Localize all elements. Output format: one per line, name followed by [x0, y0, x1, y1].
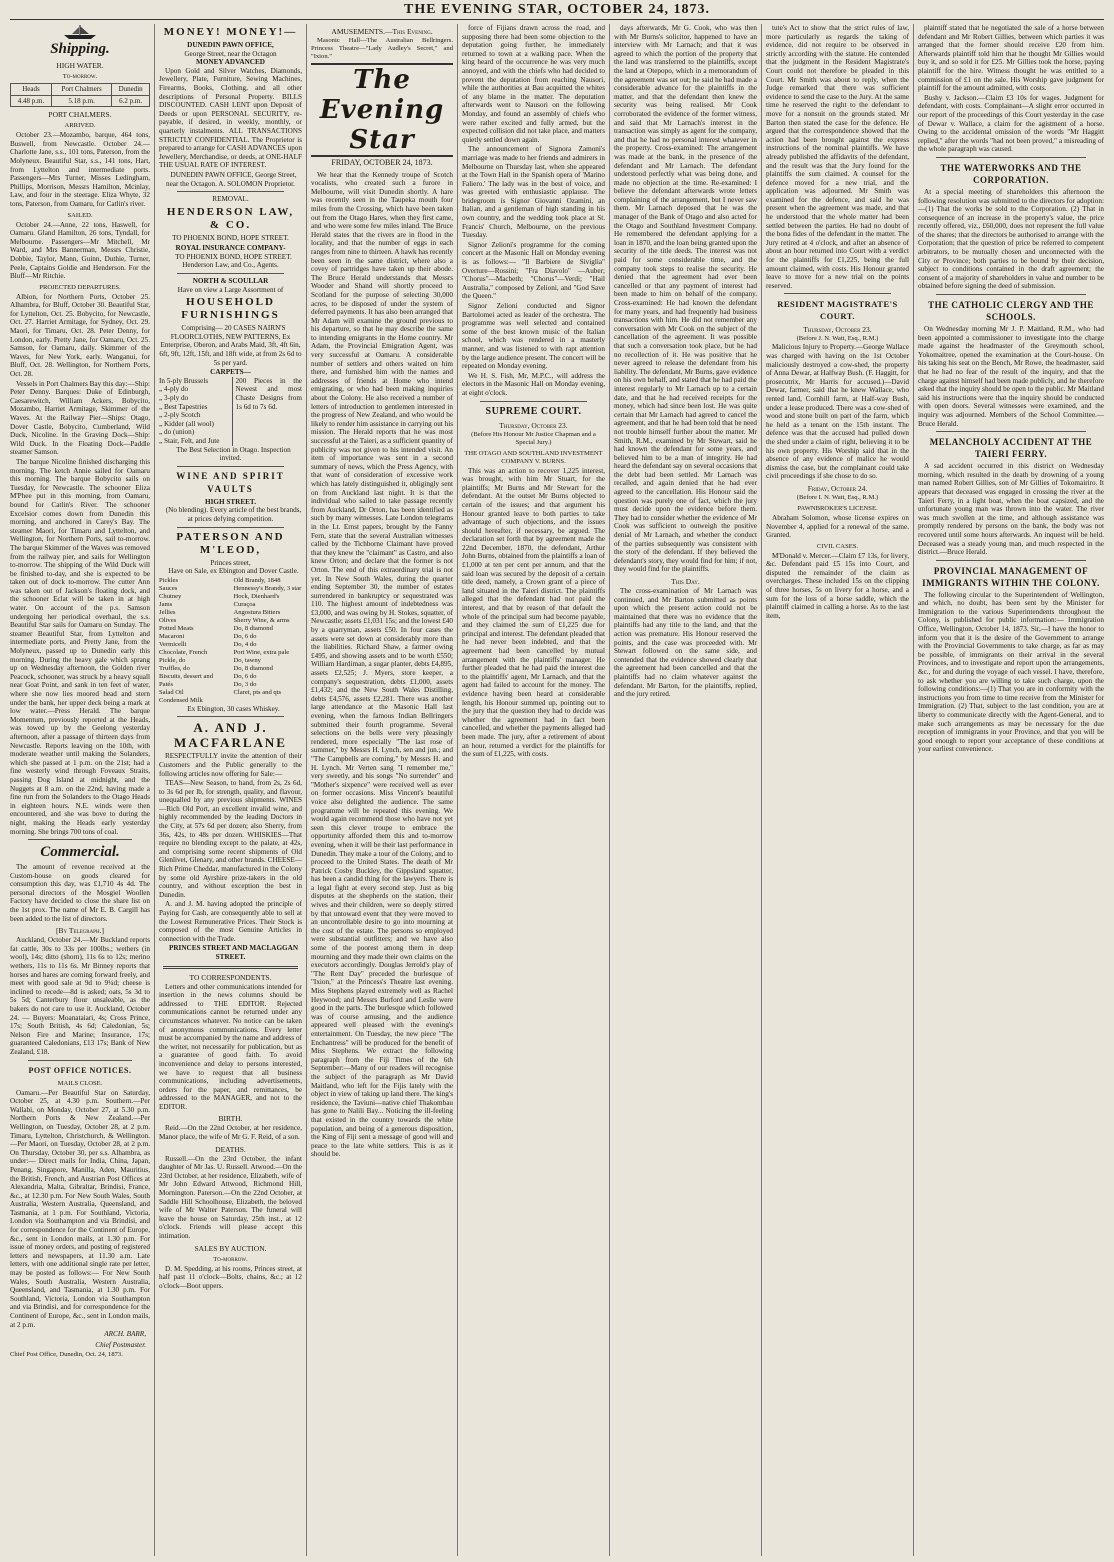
court-this-day: The cross-examination of Mr Larnach was continued, and Mr Barton submitted as points upon which the present action could not be maintained that there was no evidence that the plaintiffs had any title to the land, and that the action was premature. His Honour reserved the points, and the case was proceeded with. Mr Stewart followed on the same side, and contended that the evidence showed clearly that the agreement had been cancelled and that the plaintiffs had no claim whatever against the defendant. Mr Barton, for the plaintiffs, replied, and the jury retired. — [614, 587, 757, 699]
goods-item: Angostura Bitters — [233, 608, 281, 616]
henderson-text: TO PHOENIX BOND, HOPE STREET. — [172, 233, 289, 242]
projected-text: Albion, for Northern Ports, October 25. Alhambra, for Bluff, October 30. Beautiful Star, for Lyttelton, Oct. 25. Bobycito, for Newcastle, Oct. 27. Harriet Armitage, for Sydney, Oct. 29. Maori, for Timaru, Oct. 28. Peter Denny, for London, early. Pretty Jane, for Oamaru, Oct. 25. Samson, for Oamaru, daily. Skimmer of the Waves, for New York, early. Wanganui, for Bluff, Oct. 28. Wellington, for Northern Ports, Oct. 28. — [10, 292, 150, 379]
clergy-heading: THE CATHOLIC CLERGY AND THE SCHOOLS. — [928, 300, 1094, 323]
immigrants-text: The following circular to the Superintendent of Wellington, and which, no doubt, has been sent by the Minister for Immigration to the various Superintendents throughout the Colony, is published for public information:— Immigration Office, Wellington, October 14, 1873. Sir,—I have the honor to inform you that it is the desire of the Government to arrange with the Provincial Governments to take charge, as far as may be possible, of immigrants on their arrival in the several Provinces, and to investigate and report upon the arrangements, &c., for and during the voyage of each vessel. I have, therefore, to ask whether you are willing to take such charge, upon the following conditions:—(1) That you are in conformity with the instructions you from time to time receive from the Minister for Immigration. (2) That, subject to the last condition, you are at liberty to communicate directly with the Agent-General, and to make such arrangements as may be necessary for the due reception of immigrants in your Province, and that you will be good enough to report your acceptance of these conditions at your earliest convenience. — [918, 590, 1104, 754]
postmaster-title: Chief Postmaster. — [95, 1340, 146, 1349]
goods-item: Pickles — [159, 576, 179, 584]
amusements-heading: AMUSEMENTS.—This Evening. — [331, 27, 433, 36]
wine-sub: HIGH STREET. — [205, 497, 256, 506]
shipping-news: The barque Nicoline finished discharging this morning. The ketch Annie sailed for Oamaru this morning. The barque Bobycito sails on Tuesday, for Newcastle. The schooner Eliza M'Phee put in this morning, from Oamaru, bound for Catlin's River. The schooner Excelsior comes down from Dunedin this morning, and anchored in Carey's Bay. The steamer Maori, for Timaru and Lyttelton, and Wellington, for Northern Ports, sail to-morrow. The barque Skimmer of the Waves was removed from the railway pier, and sails for Wellington to-morrow. The shipping of the Wild Duck will be finished to-day, and she is expected to be taken out of dock to-morrow. The cutter Ann was taken out of Jackson's floating dock, and the schooner Eclat will be taken in at high water. On account of the p.s. Samson undergoing her periodical overhaul, the s.s. Beautiful Star sails for Oamaru on Sunday. The steamer Beautiful Star, from Lyttelton and intermediate ports, and Pretty Jane, from the Molyneux, passed up to Dunedin early this morning. During the heavy gale which sprang up on Wednesday afternoon, the Golden river Peacock, schooner, was struck by a heavy squall near Goat Point, and sank in ten feet of water, where she now lies moored head and stern under the bank, her upper deck being a mark at low water.—Press Herald. The barque Momentum, previously reported at the Heads, was towed up by the Geelong yesterday afternoon, after a passage of thirteen days from Newcastle. Reports leaving on the 10th, with moderate weather until making the Solanders, which she passed at 1 p.m. on the 21st; had a fine westerly wind through Foveaux Straits, passing Dog Island at midnight, and the Nuggets at 8 a.m. on the 22nd, having made a fine run from the Solanders to the Otago Heads in eighteen hours. N.E. winds were then encountered, and she was bove to during the night, making the Heads early yesterday morning. She brings 700 tons of coal. — [10, 457, 150, 836]
rmc-date: Thursday, October 23. — [803, 325, 872, 335]
household-text: Comprising— 20 CASES NAIRN'S FLOORCLOTHS, NEW PATTERNS, Ex Enterprise, Oberon, and Arabs Maid, 3ft, 4ft 6in, 6ft, 9ft, 12ft, 15ft, and 18ft wide, at from 2s 6d to 5s per yard. — [159, 324, 302, 367]
tide-cell: 5.18 p.m. — [52, 95, 112, 107]
north-scoullar-text: Have on view a Large Assortment of — [177, 285, 284, 294]
goods-item: Biscuits, dessert and — [159, 672, 214, 680]
divider — [936, 431, 1086, 432]
taieri-heading: MELANCHOLY ACCIDENT AT THE TAIERI FERRY. — [929, 437, 1093, 460]
clergy-text: On Wednesday morning Mr J. P. Maitland, R.M., who had been appointed a commissioner to investigate into the charge made against the headmaster of the Greymouth school, Yokomaitree, opened the examination at the Court-house. On his taking his seat on the Bench, Mr Rowe, the headmaster, said that he had no fear of the result of the inquiry, and that the charge against himself had been made publicly, and he therefore asked that the inquiry should be open to the public. Mr Maitland said his instructions were that the inquiry should be conducted with open doors. Several witnesses were examined, and the inquiry was adjourned. Members of the School Committee.—Bruce Herald. — [918, 325, 1104, 428]
carpet-item: „ do (union) — [159, 428, 195, 437]
goods-item: Salad Oil — [159, 688, 184, 696]
goods-item: Hennessy's Brandy, 3 star — [233, 584, 302, 592]
macfarlane-items: TEAS—New Season, to hand, from 2s, 2s 6d, to 3s 6d per lb, for strength, quality, and flavour, unequalled by any previous shipments. WINES—Rich Old Port, an excellent invalid wine, and highly recommended by the leading Doctors in the City, at 57s 6d per dozen; also Sherry, from 36s, 42s, to 48s per dozen. WHISKIES—That require no blending except to the palate, at 42s, and comprising some recent shipments of Old Glenlivet, Glenary, and other brands. CHEESE—Rich Prime Cheddar, manufactured in the Colony by some old Ayrshire prize-takers in the old country, and without exception the best in Dunedin. — [159, 779, 302, 899]
carpet-item: In 5-ply Brussels — [159, 376, 209, 385]
macfarlane-footer: PRINCES STREET AND MACLAGGAN STREET. — [168, 944, 299, 961]
correction-text: Bushy v. Jackson.—Claim £3 10s for wages. Judgment for defendant, with costs. Complainant—A slight error occurred in our report of the proceedings of this Court yesterday in the case of Dewar v. Wallace, a claim for the agistment of a horse. Owing to the accidental omission of the words "Mr Haggitt replied," after the words "had not been proved," a misreading of the whole paragraph was caused. — [918, 93, 1104, 154]
goods-item: Chutney — [159, 592, 182, 600]
goods-item: Old Brandy, 1848 — [233, 576, 281, 584]
divider — [480, 401, 587, 402]
column-rule — [154, 24, 155, 1556]
carpets-note: 200 Pieces in the Newest and most Chaste Designs from 1s 6d to 7s 6d. — [232, 377, 303, 446]
tide-header: Port Chalmers — [52, 84, 112, 96]
court-report: This was an action to recover 1,225 interest, was brought, with him Mr Stuart, for the plaintiffs; Mr Burns and Mr Stewart for the defendant. At the outset Mr Burns objected to certain of the issues; and that argument his Honour granted leave to both parties to take advantage of such objections, and the issues should hereafter, if necessary, be argued. The declaration set forth that by agreement made the 22nd December, 1870, the defendant, Arthur John Burns, obtained from the plaintiffs a loan of £1,000 at ten per cent per annum, and that the said loan was secured by the deposit of a certain title deed, namely, a Crown grant of a piece of land situated in the Taieri district. The plaintiffs alleged that the defendant had not paid the interest, and that by reason of that default the whole of the principal sum had become payable, and they claimed the sum of £1,225 due for principal and interest. The defendant pleaded that he had never been indebted, and that the agreement had been cancelled by mutual arrangement with the plaintiffs' manager. He further pleaded that he had paid the interest due to the plaintiffs' agent, Mr Larnach, and that the agent had failed to account for the money. The evidence having been heard at considerable length, his Honour summed up, pointing out to the jury that the question they had to decide was whether the agreement had in fact been cancelled, and whether the payments alleged had been made. The jury, after a retirement of about an hour, returned a verdict for the plaintiffs for the sum of £1,225, with costs. — [462, 466, 605, 759]
column-advertisements — [159, 24, 302, 1556]
goods-item: Do, tawny — [233, 656, 261, 664]
macfarlane-note: A. and J. M. having adopted the principle of Paying for Cash, are consequently able to sell at the Lowest Remunerative Prices. Their Stock is composed of the most Genuine Articles in connection with the Trade. — [159, 900, 302, 943]
court-date: Thursday, October 23. — [499, 420, 568, 430]
goods-item: Olives — [159, 616, 177, 624]
goods-item: Sherry Wine, & arms — [233, 616, 290, 624]
carpet-item: „ 3-ply do — [159, 394, 189, 402]
carpet-item: „ 2-ply Scotch — [159, 411, 201, 420]
goods-item: Jams — [159, 600, 173, 608]
divider — [936, 294, 1086, 295]
paterson-heading: PATERSON AND M'LEOD, — [176, 530, 285, 556]
auction-text: D. M. Spedding, at his rooms, Princes street, at half past 11 o'clock—Bolts, chains, &c.; at 12 o'clock—Boot uppers. — [159, 1264, 302, 1290]
deaths-text: Russell.—On the 23rd October, the infant daughter of Mr Jas. U. Russell. Atwood.—On the 23rd October, at her residence, Elizabeth, wife of Mr John Edward Attwood, Richmond Hill, Mornington. Paterson.—On the 22nd October, at Saddle Hill Schoolhouse, Elizabeth, the beloved wife of Mr Walter Paterson. The funeral will leave the house on Saturday, 25th inst., at 12 o'clock. Friends will please accept this intimation. — [159, 1154, 302, 1240]
supreme-court-heading: SUPREME COURT. — [485, 405, 582, 417]
this-day-heading: This Day. — [671, 577, 700, 586]
henderson-heading: HENDERSON LAW, & CO. — [166, 205, 295, 231]
money-ad-heading: MONEY! MONEY!— — [163, 26, 298, 38]
concert-programme: Signor Zelioni's programme for the coming concert at the Masonic Hall on Monday evening is as follows:— "Il Barbiere de Siviglia" Overture—Rossini; "Fra Diavolo" —Auber; "Chorus"—Macbeth; "Chorus"—Verdi; "Hail Australia," composed by Zelioni, and "God Save the Queen." — [462, 240, 605, 301]
royal-insurance-text: TO PHOENIX BOND, HOPE STREET. Henderson Law, and Co., Agents. — [175, 252, 292, 270]
civil-continued: plaintiff stated that he negotiated the sale of a horse between defendant and Mr Robert Gillies, between which parties it was arranged that the former should receive £20 from him. Afterwards plaintiff told him that he thought Mr Gillies would buy it, and so sold it for £25. Mr Gillies took the horse, paying plaintiff for the hire. Witness thought he was entitled to a commission of £1 on the sale. His Worship gave judgment for plaintiff for the amount admitted, with costs. — [918, 24, 1104, 93]
paterson-goods — [159, 577, 302, 705]
divider — [177, 273, 284, 274]
removal-heading: REMOVAL. — [212, 195, 249, 204]
carpet-item: „ Stair, Felt, and Jute — [159, 436, 220, 445]
goods-item: Do, 6 do — [233, 672, 257, 680]
pawnbroker-text: Abraham Solomon, whose license expires on November 4, applied for a renewal of the same. Granted. — [766, 513, 909, 540]
tide-table — [10, 83, 150, 107]
auction-heading: SALES BY AUCTION. — [194, 1243, 267, 1253]
pawnbroker-heading: PAWNBROKER'S LICENSE. — [797, 504, 878, 512]
divider — [936, 560, 1086, 561]
divider — [177, 527, 284, 528]
column-shipping — [10, 24, 150, 1556]
goods-item: Do, 8 diamond — [233, 624, 273, 632]
carpet-item: „ Best Tapestries — [159, 402, 208, 411]
tide-header: Heads — [11, 84, 52, 96]
goods-item: Do, 3 do — [233, 680, 257, 688]
sailed-heading: SAILED. — [67, 211, 93, 219]
column-rule — [761, 24, 762, 1556]
column-news — [462, 24, 605, 1556]
pawn-office-name: DUNEDIN PAWN OFFICE, — [187, 41, 274, 49]
projected-heading: PROJECTED DEPARTURES. — [39, 283, 121, 291]
rmc-bench: (Before J. N. Watt, Esq., R.M.) — [796, 335, 879, 343]
carpet-item: „ 4-ply do — [159, 385, 189, 394]
paterson-text: Have on Sale, ex Ebington and Dover Castle. — [168, 567, 299, 576]
tide-header: Dunedin — [112, 84, 150, 96]
vessels-text: Vessels in Port Chalmers Bay this day:—Ship: Peter Denny. Barques: Duke of Edinburgh, Caesarewitch, William Ackers, Bobycito, Mozambo, Harriet Armitage, Skimmer of the Waves. At the Railway Pier—Ships: Otago, Dover Castle, Bobycito, Cumberland, Wild Duck, Nicoline. In the Graving Dock—Ship: Wild Duck. In the Floating Dock—Paddle steamer Samson. — [10, 379, 150, 457]
immigrants-heading: PROVINCIAL MANAGEMENT OF IMMIGRANTS WITHIN THE COLONY. — [922, 565, 1100, 588]
column-rule — [457, 24, 458, 1556]
goods-item: Macaroni — [159, 632, 185, 640]
money-advanced: MONEY ADVANCED — [196, 58, 265, 67]
port-heading: PORT CHALMERS. — [48, 110, 112, 120]
sailed-text: October 24.—Anne, 22 tons, Haswell, for Oamaru. Gland Hamilton, 26 tons, Tyndall, for Melbourne. Passengers—Mr Mitchell, Mr Ward, and Mrs Bannerman, Messrs Christie, Dobbie, Taylor, Mann, Guinn, Duthie, Turner, Peele, Captains Goldie and Henderson. For the Bluff—Mr Ritchie. — [10, 220, 150, 281]
divider — [28, 1060, 132, 1061]
goods-item: Do, 8 diamond — [233, 664, 273, 672]
commercial-heading: Commercial. — [40, 844, 120, 861]
paterson-sub: Princes street, — [210, 558, 251, 567]
macfarlane-heading: A. AND J. MACFARLANE — [174, 720, 287, 751]
arrived-heading: ARRIVED. — [64, 122, 96, 130]
column-court — [614, 24, 757, 1556]
tide-cell: 6.2 p.m. — [112, 95, 150, 107]
wine-text: (No blending). Every article of the best brands, at prices defying competition. — [165, 506, 302, 523]
north-scoullar-heading: NORTH & SCOULLAR — [192, 277, 269, 286]
postmaster-name: ARCH. BARR, — [104, 1330, 146, 1339]
waterworks-heading: THE WATERWORKS AND THE CORPORATION. — [940, 162, 1082, 185]
divider — [936, 157, 1086, 158]
goods-item: Pickle, do — [159, 656, 186, 664]
divider — [177, 191, 284, 192]
masthead-rule — [10, 19, 1104, 20]
amusements-text: Masonic Hall—The Australian Bellringers. Princess Theatre—"Lady Audley's Secret," and "Ixion." — [311, 37, 453, 60]
goods-item: Condensed Milk — [159, 696, 203, 704]
correspondents-heading: TO CORRESPONDENTS. — [189, 972, 272, 982]
court-case-title: THE OTAGO AND SOUTHLAND INVESTMENT COMPANY V. BURNS. — [464, 449, 603, 465]
electors-notice: We H. S. Fish, Mr, M.P.C., will address the electors in the Masonic Hall on Monday evening, at eight o'clock. — [462, 371, 605, 397]
correspondents-text: Letters and other communications intended for insertion in the news columns should be addressed to THE EDITOR. Rejected communications cannot be returned under any circumstances whatever. No notice can be taken of anonymous communications. Every letter must be accompanied by the name and address of the writer, not necessarily for publication, but as a guarantee of good faith. To avoid inconvenience and delay to persons interested, we have to request that all business communications, including advertisements, orders for the paper, and remittances, be addressed to the MANAGER, and not to the EDITOR. — [159, 982, 302, 1111]
post-heading: POST OFFICE NOTICES. — [28, 1065, 132, 1075]
high-water-sub: To-morrow. — [62, 73, 98, 80]
post-text: Oamaru.—Per Beautiful Star on Saturday, October 25, at 4.30 p.m. Southern.—Per Wallabi, on Monday, October 27, at 5.30 p.m. Northern Ports & New Zealand.—Per Wellington, on Tuesday, October 28, at 2 p.m. Timaru, Lyttelton, Christchurch, & Wellington.—Per Maori, on Tuesday, October 28, at 2 p.m. On Thursday, October 30, per s.s. Alhambra, as under:— Direct mails for India, China, Japan, Penang, Singapore, Manilla, Aden, Mauritius, the British, French, and Austrian Post Offices at Alexandria, Malta, Gibraltar, Brindisi, France, &c., at 12.30 p.m. For New South Wales, South Australia, Western Australia, Queensland, and Tasmania, at 1 p.m. For Southland, Victoria, London via Southampton and via Brindisi, and for correspondence for the Continent of Europe, &c., sent in London mails, at 1.30 p.m. For issue of money orders, and posting of registered letters and newspapers, at 11.30 a.m. Late letters, with one additional single rate per letter, may be posted as follows:— For New South Wales, South Australia, Western Australia, Queensland, and Tasmania, at 1.30 p.m. For Southland, Victoria, London via Southampton and via Brindisi, and for correspondence for the Continent of Europe, &c., sent in London mails, at 2 p.m. — [10, 1088, 150, 1329]
mails-heading: MAILS CLOSE. — [57, 1079, 103, 1087]
friday-bench: (Before I. N. Watt, Esq., R.M.) — [796, 493, 879, 501]
newspaper-flag: The Evening Star — [311, 63, 453, 157]
page-masthead: THE EVENING STAR, OCTOBER 24, 1873. — [404, 2, 710, 17]
royal-insurance-heading: ROYAL INSURANCE COMPANY- — [175, 244, 286, 253]
birth-text: Reid.—On the 22nd October, at her residence, Manor place, the wife of Mr G. F. Reid, of a son. — [159, 1124, 302, 1142]
waterworks-text: At a special meeting of shareholders this afternoon the following resolution was submitted to the directors for adoption:—(1) That the works be sold to the Corporation. (2) That in consequence of an increase in the property's value, the price recently offered, viz., £60,000, does not represent the full value of the shares; that the directors be authorised to arrange with the Corporation; that the question of price be referred to competent arbitrators, to be mutually chosen and unconnected with the City or Province; both parties to be bound by their decision, subject to conditions contained in the draft agreement; the consent of a majority of shareholders in value and number to be obtained before signing the deed of submission. — [918, 187, 1104, 291]
goods-item: Do, 4 do — [233, 640, 257, 648]
telegraph-heading: [By Telegraph.] — [56, 926, 104, 936]
goods-item: Vermicelli — [159, 640, 187, 648]
macfarlane-intro: RESPECTFULLY invite the attention of their Customers and the Public generally to the following articles now offering for Sale:— — [159, 752, 302, 778]
column-rule — [913, 24, 914, 1556]
birth-heading: BIRTH. — [218, 1114, 243, 1124]
court-bench: (Before His Honour Mr Justice Chapman and a Special Jury.) — [471, 430, 596, 446]
carpets-heading: CARPETS— — [210, 368, 251, 377]
carpets-footer: The Best Selection in Otago. Inspection invited. — [176, 445, 291, 463]
court-continued: tute's Act to show that the strict rules of law, more particularly as regards the taking of evidence, did not require to be observed in strictly according with the statute. He contended that the judgment in the Resident Magistrate's Court could not therefore be pleaded in this Court. Mr Smith was about to reply, when the Judge remarked that there was sufficient evidence to send the case to the Jury. At the same time he reserved the right to the defendant to move for a nonsuit on the grounds stated. Mr Barton then stated the case for the defence. He argued that the correspondence showed that the action had been brought against the express instructions of the nominal plaintiffs. We have already published the affidavits of the defendant, and the result was that the Jury found for the plaintiffs the sum claimed. A counsel for the defence moved for a new trial, and the application was adjourned. Mr Smith was examined for the defence, and said he was present when the agreement was made, and that he understood that the whole matter had been settled between the parties. He had no doubt of the bona fides of the defendant in the matter. The Jury retired at 4 o'clock, and after an absence of about an hour returned into Court with a verdict for the plaintiffs for £1,225, being the full amount claimed, with costs. His Honour granted leave to move for a new trial on the points reserved. — [766, 24, 909, 290]
pawn-office-footer: DUNEDIN PAWN OFFICE, George Street, near the Octagon. A. SOLOMON Proprietor. — [166, 170, 297, 188]
goods-item: Curaçoa — [233, 600, 256, 608]
arrived-text: October 23.—Mozambo, barque, 464 tons, Buswell, from Newcastle. October 24.—Charlotte Jane, s.s., 101 tons, Paterson, from the Molyneux. Beautiful Star, s.s., 141 tons, Hart, from Lyttelton and intermediate ports. Passengers—Mrs Turner, Misses Ledingham, Phillips, Morrison, Messrs Hamilton, Mcinlay, Law, and four in the steerage. Eliza Whyte, 32 tons, Paterson, from Oamaru, for Catlin's river. — [10, 131, 150, 208]
divider — [784, 293, 891, 294]
goods-item: Do, 6 do — [233, 632, 257, 640]
goods-item: Potted Meats — [159, 624, 194, 632]
wine-heading: WINE AND SPIRIT VAULTS — [176, 470, 285, 494]
ship-icon — [60, 24, 100, 40]
goods-item: Port Wine, extra pale — [233, 648, 290, 656]
pawn-office-text: Upon Gold and Silver Watches, Diamonds, Jewellery, Plate, Furniture, Sewing Machines, Firearms, Books, Clothing, and all other descriptions of Personal Property. BILLS DISCOUNTED. CASH LENT upon Deposit of Deeds or upon PERSONAL SECURITY, re-payable, if desired, in weekly, monthly, or quarterly instalments. ALL TRANSACTIONS STRICTLY CONFIDENTIAL. The Proprietor is prepared to arrange for CASH ADVANCES upon Jewellery, Merchandise, or deeds, at ONE-HALF THE USUAL RATE OF INTEREST. — [159, 66, 302, 170]
civil-cases-heading: CIVIL CASES. — [816, 542, 859, 550]
friday-heading: Friday, October 24. — [807, 483, 868, 493]
divider — [28, 839, 132, 840]
pawn-office-address: George Street, near the Octagon — [184, 49, 277, 58]
column-editorial — [311, 24, 453, 1556]
court-evidence: days afterwards, Mr G. Cook, who was then with Mr Burns's solicitor, happened to have an interview with Mr Larnach; and that it was agreed to which the portion of the property that the land was transferred to the plaintiffs, except the land at Otepopo, which in a memorandum of the agreement was set out; he said he had made a considerable advance for the plaintiffs in the matter, and that the defendant then knew the security was being realised. Mr Cook corroborated the evidence of the former witness, and said that Mr Larnach's interest in the transaction was simply as agent for the company, and that he had no personal interest whatever in the property. Cross-examined: The arrangement was made at the bank, in the presence of the defendant and Mr Larnach. The defendant understood perfectly what was being done, and made no objection at the time. Re-examined: I believe the defendant afterwards wrote letters complaining of the arrangement, but I never saw them. Mr Larnach deposed that he was the manager of the Bank of Otago and also acted for the Otago and Southland Investment Company. He remembered the defendant applying for a loan in 1870, and the loan being granted upon the security of the title deeds. The interest was not paid for some considerable time, and the company took steps to realise the security. He denied that the agreement had ever been cancelled or that any payment of interest had been made to him on behalf of the company. Cross-examined: He had known the defendant for many years, and had frequently had business transactions with him. He did not remember any conversation with Mr Cook on the subject of the cancellation of the agreement. It was possible that such a conversation took place, but he had no recollection of it. He was positive that he never agreed to release the defendant from his liability. The defendant, Mr Burns, gave evidence on his own behalf, and stated that he had paid the interest regularly to Mr Larnach up to a certain date, and that he had received receipts for the money, which had since been lost. He was quite certain that Mr Larnach had agreed to cancel the agreement, and that he had been told that he need not trouble himself further about the matter. Mr Smith, R.M., examined by Mr Stewart, said he had known the defendant for some years, and believed him to be a man of integrity. He had heard the defendant say on several occasions that the debt had been settled. Mr Larnach was recalled, and again denied that he had ever agreed to the cancellation. His Honour said the question was purely one of fact, which the jury must decide upon the evidence before them. They had to consider whether the evidence of Mr Cook was sufficient to outweigh the positive denial of Mr Larnach, and whether the conduct of the parties subsequently was consistent with the story of the defendant. If they believed the defendant's story, they would find for him; if not, they would find for the plaintiffs. — [614, 24, 757, 574]
zamoni-story: The announcement of Signora Zamoni's marriage was made to her friends and admirers in Melbourne on Thursday last, when she appeared at the Town Hall in the Spanish opera of 'Marino Faliero.' The lady was in the best of voice, and was greeted with enthusiastic applause. The bridegroom is Signor Giovanni Ozamini, an Italian, and a gentleman of high standing in his own country, and the wedding took place at St. Francis' Church, Melbourne, on the previous Tuesday. — [462, 145, 605, 240]
rmc-heading: RESIDENT MAGISTRATE'S COURT. — [777, 299, 898, 322]
fiji-story: force of Fijians drawn across the road, and supposing there had been some objection to the deputation going further, he immediately returned to town at a walking pace. When the king heard of the occurrence he was very much annoyed, and with the chiefs who had decided to prevent the deputation from reaching Nausori, while the authorities at Bau acquitted the whites of any blame in the matter. The deputation afterwards went to Nausori on the following Monday, and found an assembly of chiefs who were rather excited and fully armed, but the expected collision did not take place, and matters quietly settled down again. — [462, 24, 605, 144]
civil-cases-text: M'Donald v. Mercer.—Claim £7 13s, for livery, &c. Defendant paid £5 15s into Court, and disputed the remainder of the claim as overcharges. These included 15s on the clipping of three horses, 5s on livery for a horse, and a sum for the loss of a horse saddle, which the plaintiff claimed in calling a horse. As to the last item, — [766, 551, 909, 620]
household-heading: HOUSEHOLD FURNISHINGS — [181, 296, 280, 322]
shipping-heading: Shipping. — [50, 41, 110, 57]
goods-item: Patés — [159, 680, 173, 688]
goods-item: Chocolate, French — [159, 648, 208, 656]
divider — [163, 966, 298, 969]
goods-item: Claret, pts and qts — [233, 688, 282, 696]
high-water-heading: HIGH WATER. — [56, 61, 104, 70]
divider — [177, 716, 284, 717]
taieri-text: A sad accident occurred in this district on Wednesday morning, which resulted in the death by drowning of a young man named Robert Gillies, son of Mr Gillies of Tokomairiro. It appears that deceased was engaged in crossing the river at the Taieri Ferry, in a light boat, when the boat capsized, and the unfortunate young man was thrown into the water. The river was much swollen at the time, and although assistance was promptly rendered by persons on the bank, the body was not recovered until some hours afterwards. An inquest will be held. Deceased was a steady young man, and much respected in the district.—Bruce Herald. — [918, 462, 1104, 557]
tide-cell: 4.48 p.m. — [11, 95, 52, 107]
post-office-place: Chief Post Office, Dunedin, Oct. 24, 1873. — [10, 1351, 123, 1359]
commercial-text: The amount of revenue received at the Custom-house on goods cleared for consumption this day, was £1,710 4s 4d. The personal directors of the Mosgiel Woollen Factory have decided to close the share list on the 1st prox. The name of Mr E. B. Cargill has been added to the list of directors. — [10, 863, 150, 923]
editorial-dateline: FRIDAY, OCTOBER 24, 1873. — [331, 158, 433, 167]
telegraph-text: Auckland, October 24.—Mr Buckland reports fat cattle, 30s to 33s per 100lbs.; wethers (in wool), 14s; ditto (shorn), 11s 6s to 12s; merino wethers, 11s to 11s 6s. Mr Binney reports that horses and hares are coming forward freely, and meet with good sale at 9d to 9¼d; cheese is inclined to recede—8d is asked; oats, 5s 3d to 5s 5d; Canterbury flour unsaleable, as the bakers do not care to use it. Auckland, October 24. — Buyers: Moanataiari, 4s; Cross Prince, 17s; South British, 4s 6d; Caledonian, 5s; Nelson Fire and Marine; Insurance, 17s; guaranteed Caledonians, £13 17s; Bank of New Zealand, £18. — [10, 936, 150, 1056]
column-last — [918, 24, 1104, 1556]
goods-item: Hock, Dienhard's — [233, 592, 280, 600]
carpets-list — [159, 377, 302, 446]
carpet-item: „ Kidder (all wool) — [159, 419, 214, 428]
goods-item: Jellies — [159, 608, 176, 616]
divider — [177, 466, 284, 467]
column-magistrate — [766, 24, 909, 1556]
rmc-report: Malicious Injury to Property.—George Wallace was charged with having on the 1st October maliciously destroyed a cow-shed, the property of Anna Dewar, at Halfway Bush. (F. Haggitt, for prosecutrix, Mr Harris for accused.)—David Dewar, farmer, said that he knew Wallace, who rented land, Cornhill farm, at Half-way Bush, under a lease produced. There was a cow-shed of wood and stone built on part of the farm, which he held as a tenant on the 15th instant. The defence was that the accused had pulled down the shed under a claim of right, believing it to be his own property. His Worship said that in the absence of any evidence of malice he would dismiss the case, but the complainant could take civil proceedings if she chose to do so. — [766, 343, 909, 481]
concert-story: Signor Zelioni conducted and Signor Bartolomei acted as leader of the orchestra. The programme was well selected and contained some of the best known music of the Italian school, which was rendered in a masterly manner, and was listened to with rapt attention by the large audience present. The concert will be repeated on Monday evening. — [462, 302, 605, 371]
auction-sub: To-morrow. — [213, 1255, 248, 1263]
goods-item: Truffles, do — [159, 664, 190, 672]
paterson-footer: Ex Ebington, 30 cases Whiskey. — [187, 704, 280, 713]
goods-item: Sauces — [159, 584, 178, 592]
editorial-body: We hear that the Kennedy troupe of Scotch vocalists, who created such a furore in Melbourne, will visit Dunedin shortly. A hare was recently seen in the Taupeka mouth four miles from the Crossing, which have been taken out from the Otago Hares, when they first came, and who were some few miles inland. The Bruce Herald states that the rivers are in flood in the locality, and that the number of eggs in each ranges from nine to thirteen. A hawk has recently been seen in the same district, where also a covey of partridges have taken up their abode. The Bruce Herald understands that Messrs Wooder and Shand will shortly proceed to Scotland for the purpose of selecting 30,000 acres, to be disposed of under the system of deferred payments. It has also been arranged that Mr Adam will examine the ground previous to his departure, so that he may describe the same to intending emigrants in the Home country. Mr Adam, the Provincial Emigration Agent, was very successful at Oamaru. A considerable number of settlers and others waited on him there, and furnished him with the names and addresses of friends at Home who intend emigrating, or who had been making inquiries about the Colony. He also received a number of letters of introduction to gentlemen interested in the progress of New Zealand, and who would be likely to render him assistance in carrying out his mission. The Herald reports that he was most successful at the Taieri, as a sufficient quantity of publicity was not given to his intended visit. An item of importance was sent in a second summary of news, which the Press Agency, with that want of consideration of excessive work which has lately distinguished it, obligingly sent on from Auckland last night. It is that the individual who sailed to take passage recently from Auckland, Dr Orton, has been identified as such by many witnesses. Late London telegrams in the Lt. Ernst papers, brought by the Fanny Fern, state that the several Australian witnesses called by the Tichborne Claimant have proved that they knew the "claimant" as Castro, and also knew Orton; and declare that the former is not Orton. The end of this extraordinary trial is not yet. In New South Wales, during the quarter ending September 30, the number of estates surrendered in bankruptcy or sequestrated was 110. The highest amount of indebtedness was £3,000, and was owing by H. Stokes, squatter, of Newcastle; assets £1,031 15s; and the lowest £40 by a quarryman, assets £50. In four cases the assets were set down at considerably more than the liabilities. Richard Shaw, a farmer owing £495, and showing assets and to be worth £550; William Hardiman, a sugar planter, debts £4,895, assets £2,525; J. Myers, store keeper, a company's sequestration, debts £1,000, assets £1,432; and the New South Wales Distilling, debts £4,576, assets £2,281. There was another large attendance at the Masonic Hall last evening, when the famous Indian Bellringers submitted their fourth programme. Several selections on the bells were very pleasingly rendered, more especially "The last rose of summer," by Messrs H. Lynch, sen and jun.; and "The Campbells are coming," by Messrs H. and H. Lynch. Mr Verten sang "I remember me," very sweetly, and his songs "No surrender" and "Mother's sixpence" were received well as ever on former occasions. Miss Vincent's beautiful voice also delighted the audience. The same programme will be repeated this evening. We would again recommend those who have not yet seen this clever troupe to embrace the opportunity afforded them this and to-morrow evening, when it will be their last performance in Dunedin. They make a tour of the Colony, and to proceed to the United States. The death of Mr Patrick Cosby Buckley, the Gippsland squatter, has been a candid thing for the lawyers. There is a legal fight at every second step. Just as big disputes at the shepherds on the station, their wives and their children, were so deeply stirred by that untoward event that they were moved to an uncontrollable desire to go into mourning at the cost of the estate. The persons so employed were substantial outfitters; and we have also some of the poorest among them in deep mourning and they made their own claims on the executors accordingly. Douglas Jerrold's play of "The Rent Day" preceded the burlesque of "Ixion," at the Princess's Theatre last evening. Miss Stephens played extremely well as Rachel Heywood; and Messrs Burford and Leslie were good in the parts. The burlesque which followed was of course amusing, and the audience appeared well pleased with the evening's entertainment. On Tuesday, the new piece "The Enchantress" will be produced for the benefit of Miss Stephens. We extract the following paragraph from the Fiji Times of the 6th September:—Many of our readers will recognise the subject of the paragraph as Mr David Maitland, who left for the Fijis lately with the object in view of taking up land there. The king's residence, the Taviuni—native chief Thakombau has gone to Nalili Bay... Noticing the ill-feeling that existed in the country towards the white population, and being of a generous disposition, the King of Fiji sent a message of good will and peace to the late white settlers. This is as it should be. — [311, 170, 453, 1159]
deaths-heading: DEATHS. — [215, 1144, 246, 1154]
column-rule — [609, 24, 610, 1556]
column-rule — [306, 24, 307, 1556]
